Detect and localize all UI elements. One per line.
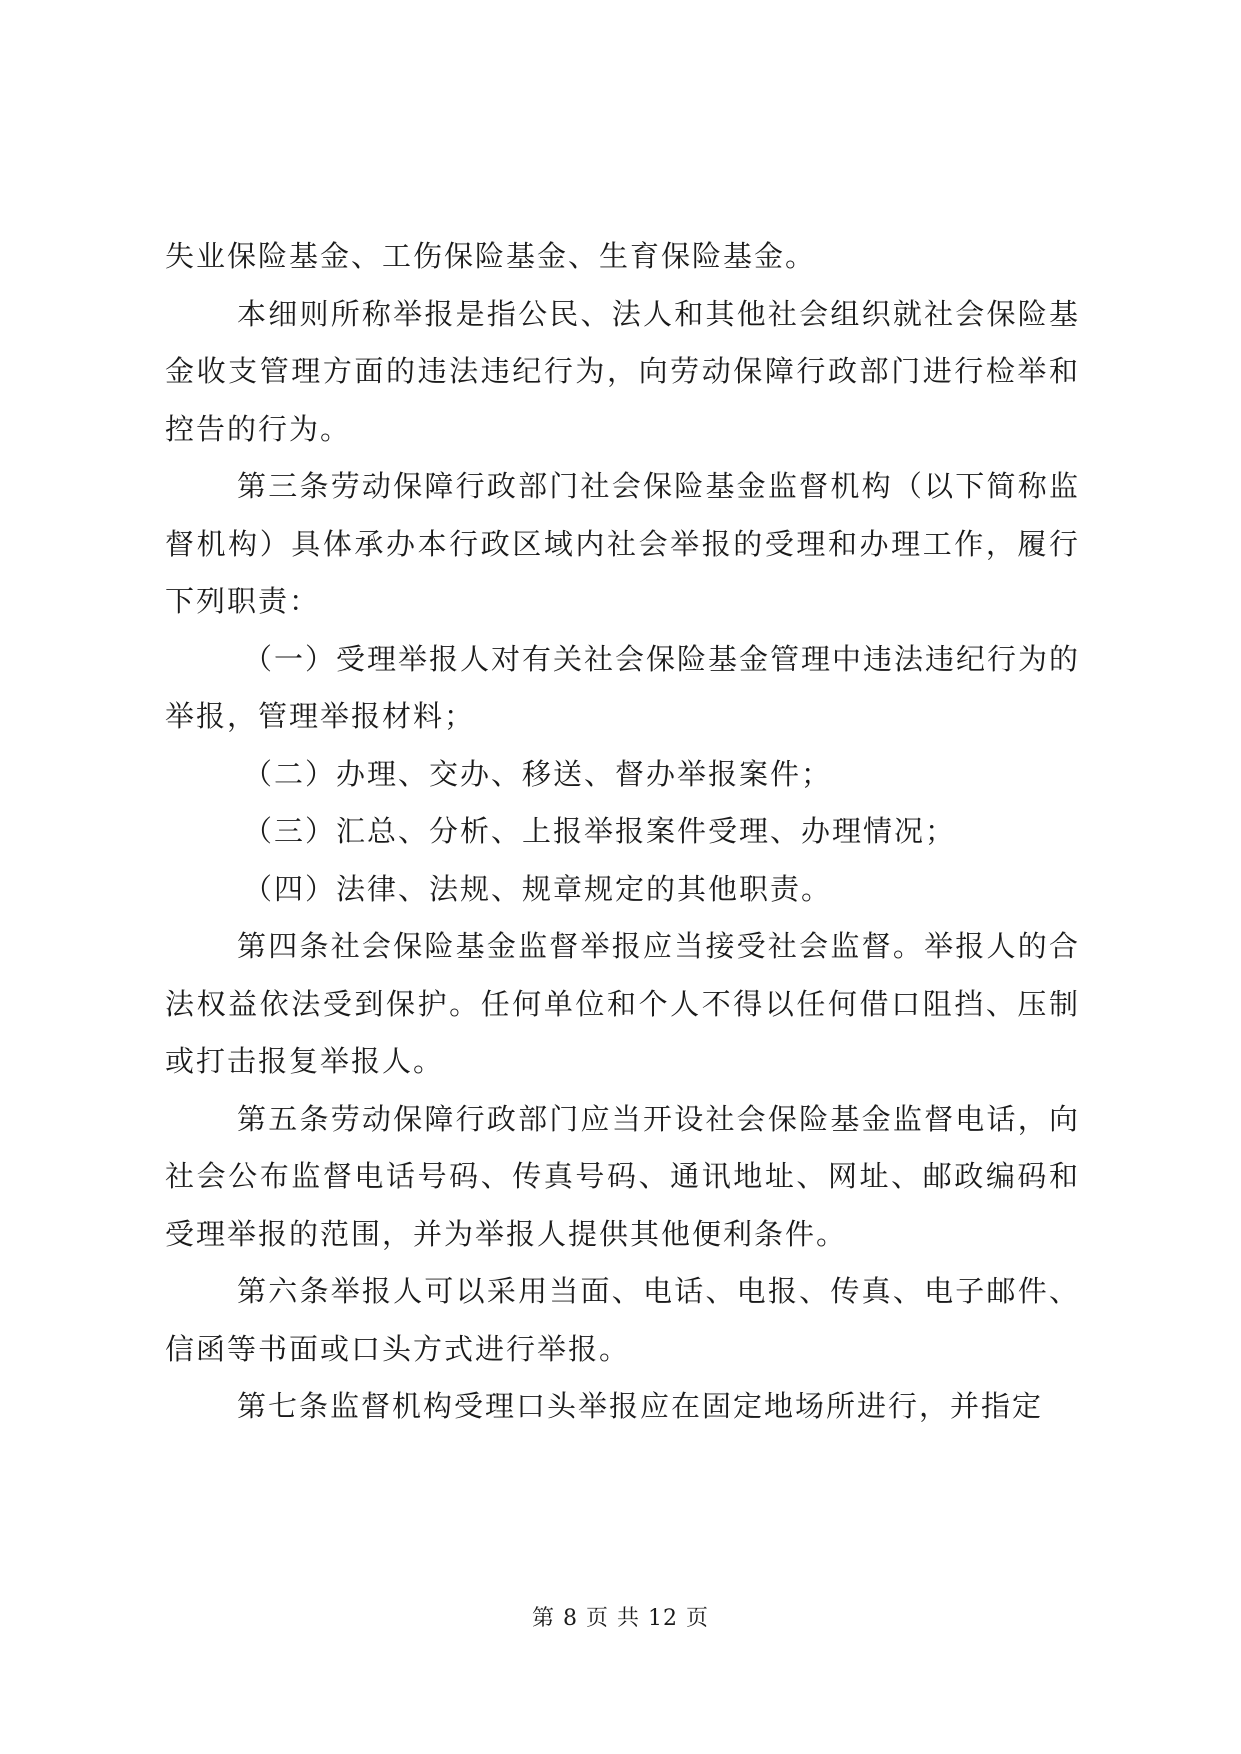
list-item-duty-2: （二）办理、交办、移送、督办举报案件； xyxy=(243,756,833,791)
list-item-duty-1: （一）受理举报人对有关社会保险基金管理中违法违纪行为的举报，管理举报材料； xyxy=(165,641,1081,733)
paragraph-article-3: 第三条劳动保障行政部门社会保险基金监督机构（以下简称监督机构）具体承办本行政区域内社会举报的受理和办理工作，履行下列职责： xyxy=(165,469,1080,618)
paragraph-article-6: 第六条举报人可以采用当面、电话、电报、传真、电子邮件、信函等书面或口头方式进行举报。 xyxy=(165,1274,1080,1366)
list-item-duty-4: （四）法律、法规、规章规定的其他职责。 xyxy=(243,871,833,906)
paragraph-article-7: 第七条监督机构受理口头举报应在固定地场所进行，并指定 xyxy=(237,1389,1044,1423)
paragraph-report-definition: 本细则所称举报是指公民、法人和其他社会组织就社会保险基金收支管理方面的违法违纪行为，向劳动保障行政部门进行检举和控告的行为。 xyxy=(165,296,1080,446)
paragraph-article-4: 第四条社会保险基金监督举报应当接受社会监督。举报人的合法权益依法受到保护。任何单位和个人不得以任何借口阻挡、压制或打击报复举报人。 xyxy=(165,929,1080,1078)
list-item-duty-3: （三）汇总、分析、上报举报案件受理、办理情况； xyxy=(243,814,957,848)
page-number-footer: 第 8 页 共 12 页 xyxy=(532,1606,709,1631)
paragraph-continuation: 失业保险基金、工伤保险基金、生育保险基金。 xyxy=(165,239,817,273)
paragraph-article-5: 第五条劳动保障行政部门应当开设社会保险基金监督电话，向社会公布监督电话号码、传真号码、通讯地址、网址、邮政编码和受理举报的范围，并为举报人提供其他便利条件。 xyxy=(165,1101,1080,1251)
document-body xyxy=(165,228,1080,1436)
